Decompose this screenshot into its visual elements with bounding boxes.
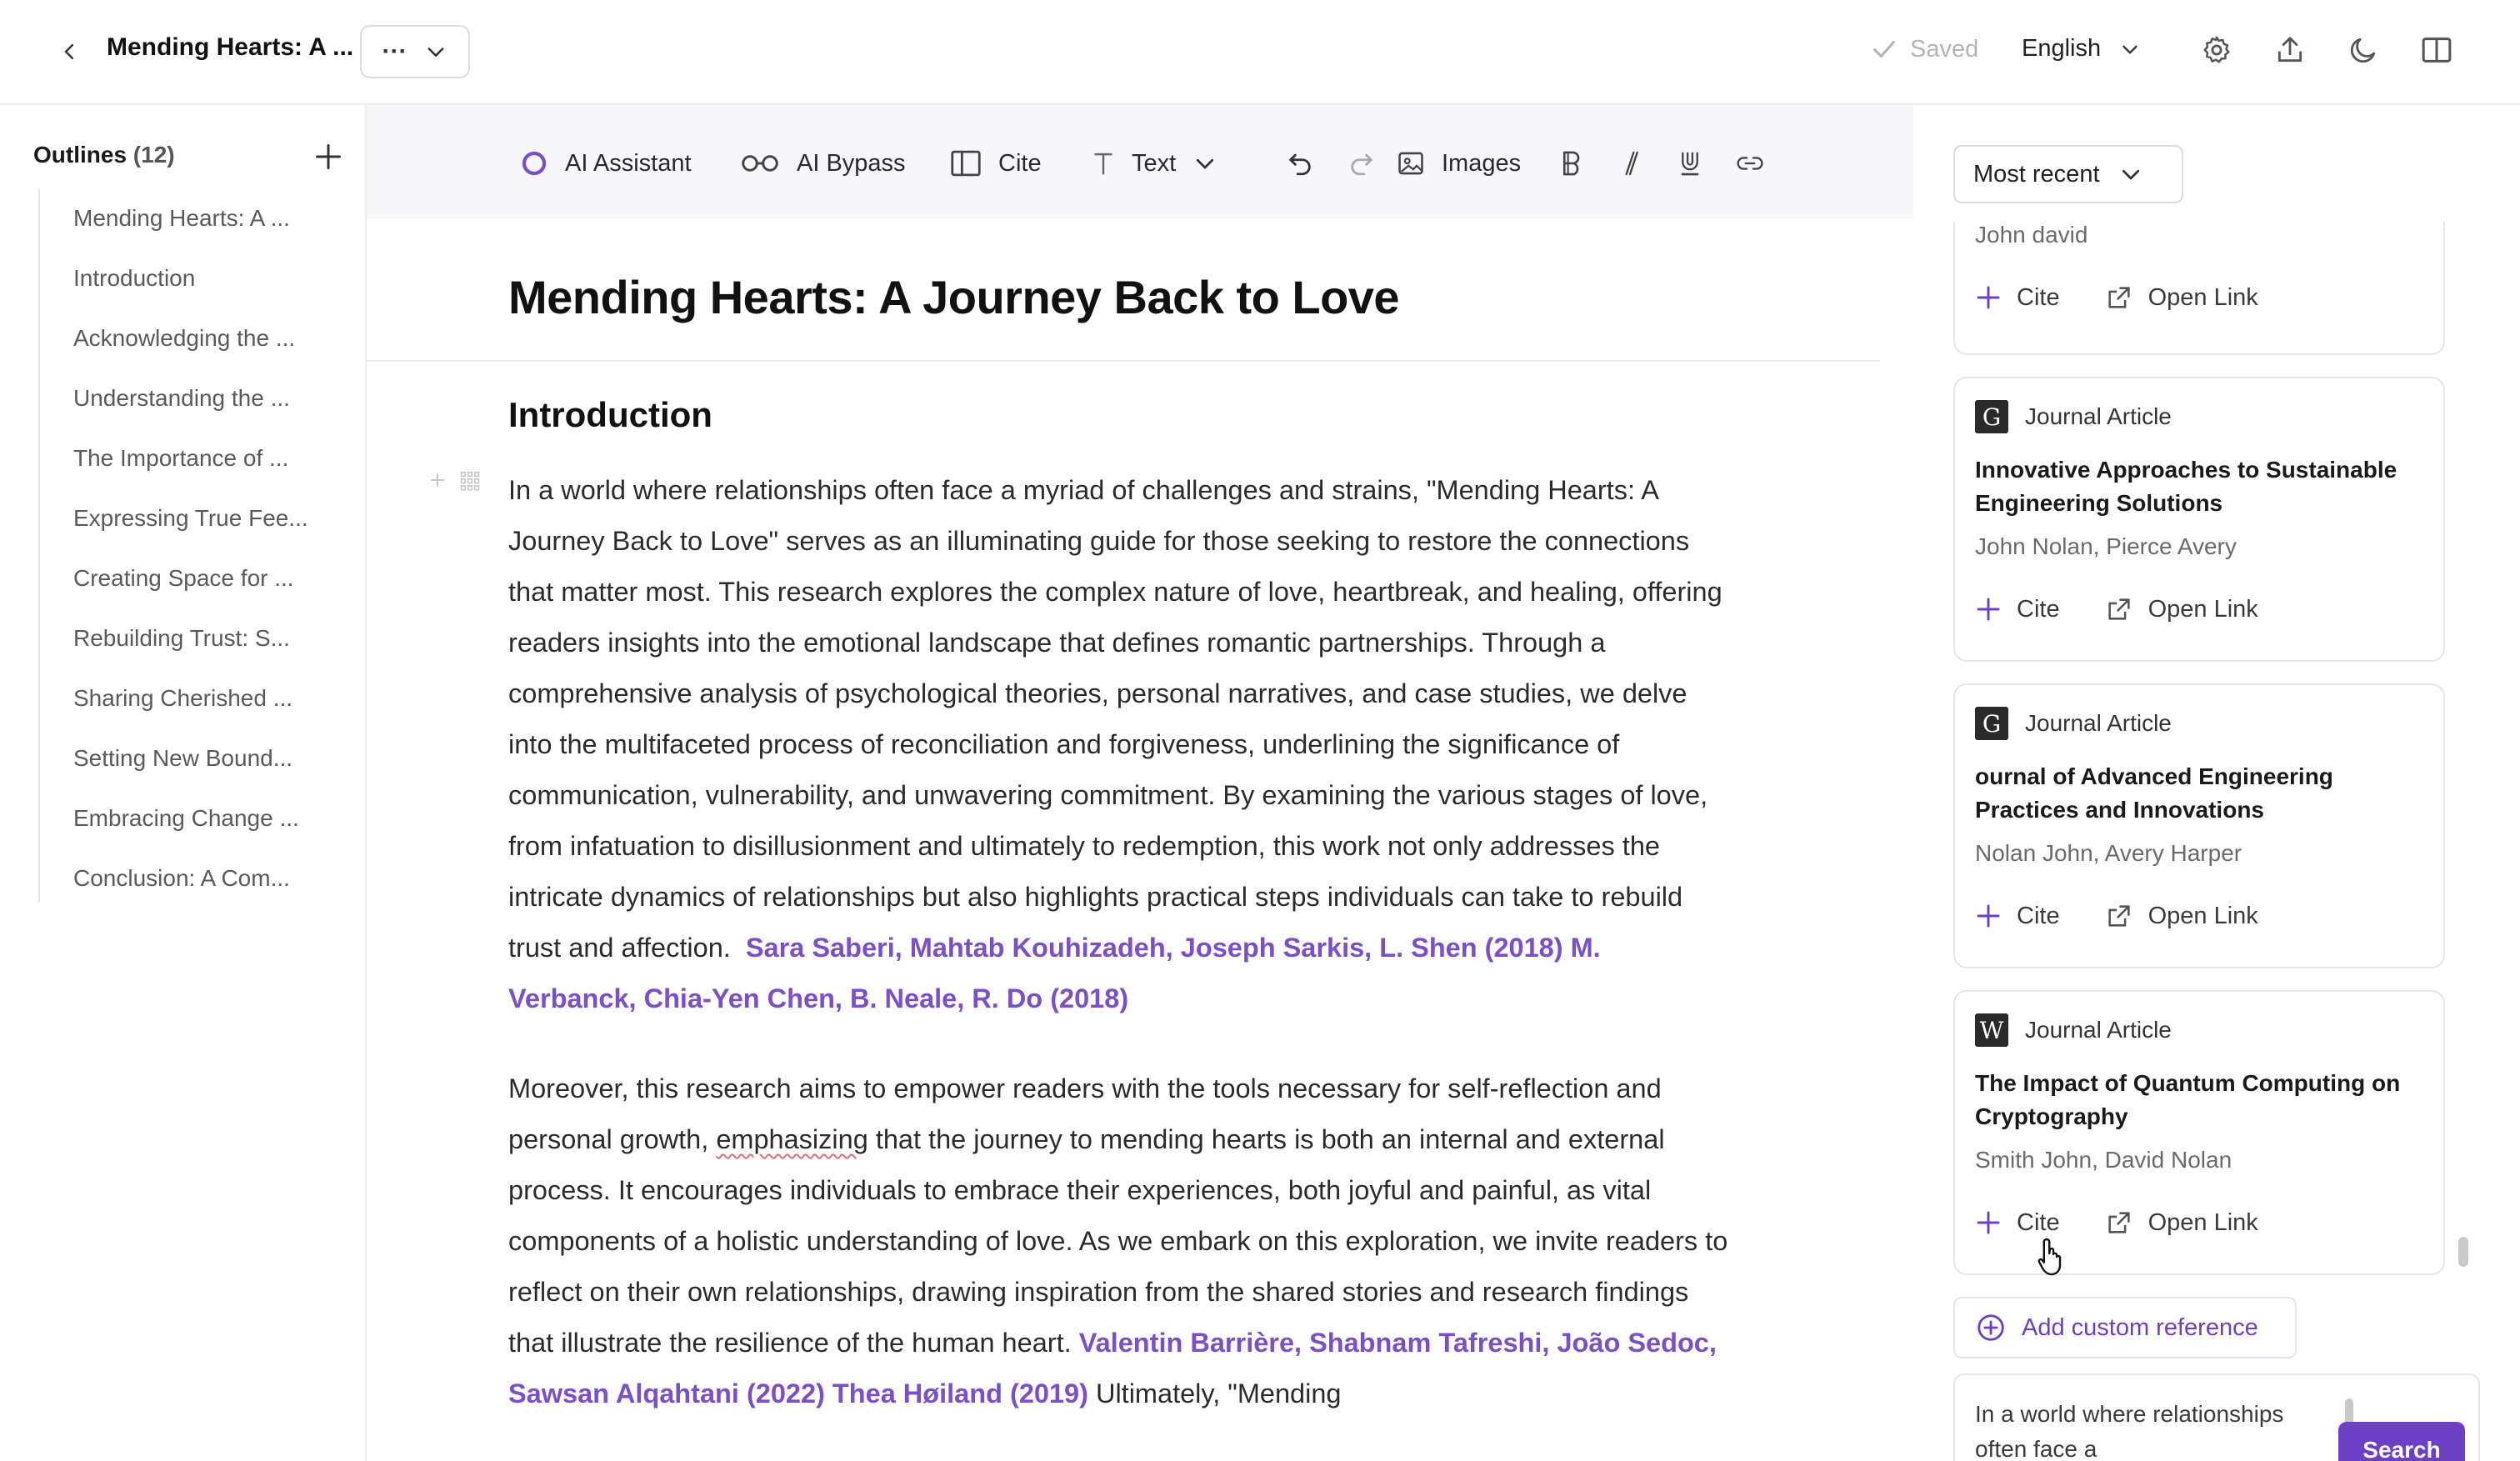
paragraph-text: that the journey to mending hearts is both an internal and external process. It encourages individuals to embrace their experiences, both joyful and painful, as vital components of a holistic understanding of love. As we embark on this exploration, we invite readers to reflect on their own relationships, drawing inspiration from the shared stories and research findings that illustrate the resilience of the human heart. [508,1124,1728,1358]
chevron-down-icon [1192,151,1218,176]
title-divider [367,360,1880,362]
book-open-icon [2420,33,2453,67]
outline-item[interactable]: The Importance of ... [73,445,289,471]
chevron-down-icon [2119,38,2141,60]
outline-item[interactable]: Introduction [73,265,196,291]
reference-title[interactable]: Innovative Approaches to Sustainable Engineering Solutions [1975,457,2398,516]
external-link-icon [2105,902,2133,930]
outline-item[interactable]: Acknowledging the ... [73,325,296,351]
add-outline-button[interactable] [310,138,347,175]
cite-label: Cite [2017,902,2060,929]
chevron-left-icon [60,42,80,62]
open-link-label: Open Link [2148,902,2258,929]
cite-label: Cite [998,149,1042,177]
document-heading[interactable]: Mending Hearts: A Journey Back to Love [508,271,1400,323]
upload-icon [2274,34,2306,66]
undo-button[interactable] [1282,145,1318,182]
wikipedia-source-icon: W [1975,1013,2008,1047]
image-icon [1397,149,1425,178]
outline-item[interactable]: Expressing True Fee... [73,505,308,531]
cite-reference-button[interactable] [1975,902,2060,930]
outline-item[interactable]: Understanding the ... [73,385,290,411]
cite-reference-button[interactable] [1975,283,2060,312]
bold-button[interactable] [1553,145,1590,182]
more-options-dropdown[interactable] [360,25,470,78]
reference-card [1953,377,2445,662]
check-icon [1870,35,1898,63]
plus-icon [1975,903,2002,929]
panel-scrollbar[interactable] [2458,1237,2468,1267]
chevron-down-icon [2118,162,2143,187]
italic-button[interactable] [1612,145,1648,182]
sort-dropdown[interactable] [1953,145,2183,203]
paragraph-intro[interactable] [508,465,1733,1024]
saved-label: Saved [1910,35,1979,63]
cite-label: Cite [2017,595,2060,623]
outline-item[interactable]: Conclusion: A Com... [73,865,290,891]
drag-handle-icon[interactable] [458,468,482,492]
outline-item[interactable]: Setting New Bound... [73,745,293,771]
ai-assistant-icon [520,149,548,178]
bold-icon [1559,150,1584,177]
dark-mode-toggle[interactable] [2343,30,2383,70]
plus-circle-icon [1975,1312,2007,1343]
text-label: Text [1132,149,1177,177]
top-bar [0,0,2520,105]
italic-icon [1618,150,1642,177]
link-icon [1736,151,1764,176]
external-link-icon [2105,283,2133,312]
gear-icon [2201,34,2232,66]
language-select[interactable] [2022,35,2141,63]
redo-icon [1348,149,1376,178]
images-label: Images [1442,149,1522,177]
plus-icon [1975,596,2002,623]
outline-list [38,188,338,902]
chevron-down-icon [424,40,448,63]
outline-header [33,142,175,168]
section-heading[interactable]: Introduction [508,395,712,434]
add-custom-reference-button[interactable] [1953,1297,2297,1358]
reference-card [1953,990,2445,1275]
paragraph-second[interactable] [508,1063,1733,1419]
search-query-text: In a world where relationships often face a [1975,1401,2284,1461]
reference-title[interactable]: The Impact of Quantum Computing on Cryptography [1975,1070,2401,1129]
editor-toolbar [367,105,1913,218]
text-icon [1092,151,1115,176]
cite-button[interactable] [950,145,1042,182]
ai-assistant-label: AI Assistant [565,149,692,177]
open-link-button[interactable] [2105,1208,2258,1237]
reference-card [1953,683,2445,968]
block-controls [428,468,482,492]
google-source-icon: G [1975,707,2008,740]
more-icon: ··· [382,38,408,65]
ai-bypass-label: AI Bypass [797,149,906,177]
plus-icon [313,142,343,172]
back-button[interactable] [53,35,87,68]
outline-count: (12) [132,142,175,168]
references-panel [1913,105,2520,1461]
citation-link[interactable]: Valentin Barrière, Shabnam Tafreshi, João Sedoc, Sawsan Alqahtani (2022) Thea Høiland (2019) [508,1328,1717,1408]
settings-button[interactable] [2197,30,2237,70]
reference-authors: John Nolan, Pierce Avery [1975,533,2237,559]
language-label: English [2022,35,2102,62]
document-title[interactable]: Mending Hearts: A ... [107,33,354,61]
outline-item[interactable]: Creating Space for ... [73,565,294,591]
text-style-dropdown[interactable] [1092,145,1218,182]
underline-button[interactable] [1672,145,1708,182]
reader-view-button[interactable] [2417,30,2457,70]
reference-authors: Nolan John, Avery Harper [1975,840,2242,866]
ai-assistant-button[interactable] [520,145,692,182]
open-link-button[interactable] [2105,902,2258,930]
book-icon [950,149,982,178]
reference-type: Journal Article [2025,710,2172,736]
cite-reference-button[interactable] [1975,1208,2060,1237]
paragraph-text: Ultimately, "Mending [1095,1378,1342,1408]
reference-type: Journal Article [2025,1017,2172,1043]
open-link-label: Open Link [2148,595,2258,623]
spellcheck-word[interactable]: emphasizing [716,1124,868,1154]
save-status [1870,35,1978,63]
mouse-pointer-icon [2037,1237,2067,1277]
paragraph-text: In a world where relationships often face a myriad of challenges and strains, "Mending Hearts: A Journey Back to Love" serves as an illuminating guide for those seeking to restore the connections that matter most. This research explores the complex nature of love, heartbreak, and healing, offering readers insights into the emotional landscape that defines romantic partnerships. Through a comprehensive analysis of psychological theories, personal narratives, and case studies, we delve into the multifaceted process of reconciliation and forgiveness, underlining the significance of communication, vulnerability, and unwavering commitment. By examining the various stages of love, from infatuation to disillusionment and ultimately to redemption, this work not only addresses the intricate dynamics of relationships but also highlights practical steps individuals can take to rebuild trust and affection. [508,475,1722,963]
block-add-icon[interactable] [428,471,447,489]
search-button[interactable]: Search [2338,1422,2465,1461]
reference-card [1953,222,2445,355]
ai-bypass-button[interactable] [740,145,906,182]
citation-link[interactable]: Sara Saberi, Mahtab Kouhizadeh, Joseph Sarkis, L. Shen (2018) M. Verbanck, Chia-Yen Chen, B. Neale, R. Do (2018) [508,933,1601,1013]
reference-authors: Smith John, David Nolan [1975,1147,2232,1173]
outline-title: Outlines [33,142,128,168]
google-source-icon: G [1975,400,2008,433]
reference-title[interactable]: ournal of Advanced Engineering Practices and Innovations [1975,763,2333,823]
redo-button[interactable] [1343,145,1380,182]
open-link-button[interactable] [2105,283,2258,312]
underline-icon [1678,150,1702,177]
plus-icon [1975,284,2002,311]
outline-sidebar [0,105,367,1461]
cite-label: Cite [2017,1208,2060,1236]
plus-icon [1975,1209,2002,1236]
open-link-label: Open Link [2148,1208,2258,1236]
open-link-label: Open Link [2148,283,2258,311]
open-link-button[interactable] [2105,595,2258,623]
link-button[interactable] [1732,145,1768,182]
share-button[interactable] [2270,30,2310,70]
paragraph-text: Moreover, this research aims to empower readers with the tools necessary for self-reflection and personal growth, [508,1073,1662,1154]
outline-item[interactable]: Embracing Change ... [73,805,299,831]
external-link-icon [2105,595,2133,623]
cite-label: Cite [2017,283,2060,311]
undo-icon [1286,149,1314,178]
reference-authors: John david [1975,222,2088,248]
outline-item[interactable]: Mending Hearts: A ... [73,205,290,231]
cite-reference-button[interactable] [1975,595,2060,623]
reference-type: Journal Article [2025,403,2172,429]
images-button[interactable] [1397,145,1521,182]
sort-label: Most recent [1973,160,2100,188]
glasses-icon [740,149,780,178]
add-custom-reference-label: Add custom reference [2022,1313,2258,1341]
moon-icon [2348,34,2379,66]
outline-item[interactable]: Rebuilding Trust: S... [73,625,290,651]
outline-item[interactable]: Sharing Cherished ... [73,685,293,711]
external-link-icon [2105,1208,2133,1237]
editor-canvas[interactable] [367,218,1913,1461]
